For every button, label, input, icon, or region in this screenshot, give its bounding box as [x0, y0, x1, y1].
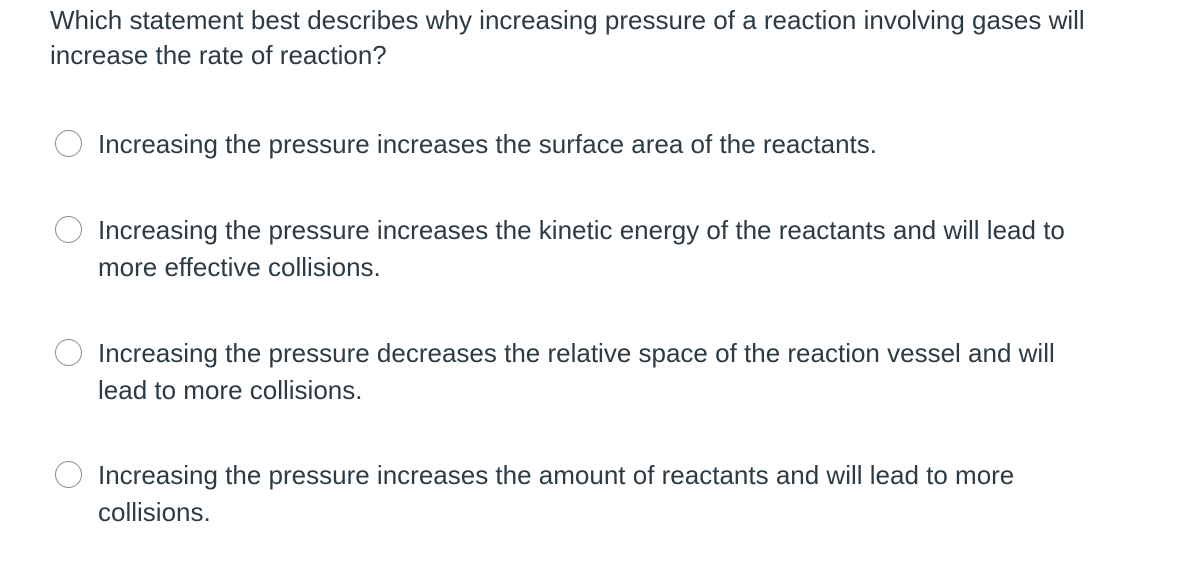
answer-label-2: Increasing the pressure increases the kinetic energy of the reactants and will lead to more effective collisions.	[98, 215, 1065, 282]
radio-button-4[interactable]	[55, 461, 82, 488]
radio-button-3[interactable]	[55, 339, 82, 366]
answer-label-4: Increasing the pressure increases the amount of reactants and will lead to more collisions.	[98, 460, 1015, 527]
answer-option-1[interactable]	[55, 126, 1135, 163]
answer-option-4[interactable]	[55, 457, 1135, 531]
radio-button-1[interactable]	[55, 130, 82, 157]
answer-option-2[interactable]	[55, 212, 1135, 286]
answer-label-1: Increasing the pressure increases the surface area of the reactants.	[98, 129, 877, 159]
question-text: Which statement best describes why increasing pressure of a reaction involving gases will increase the rate of reaction?	[50, 5, 1085, 70]
radio-button-2[interactable]	[55, 216, 82, 243]
answer-option-3[interactable]	[55, 335, 1135, 409]
answer-label-3: Increasing the pressure decreases the relative space of the reaction vessel and will lead to more collisions.	[98, 338, 1055, 405]
